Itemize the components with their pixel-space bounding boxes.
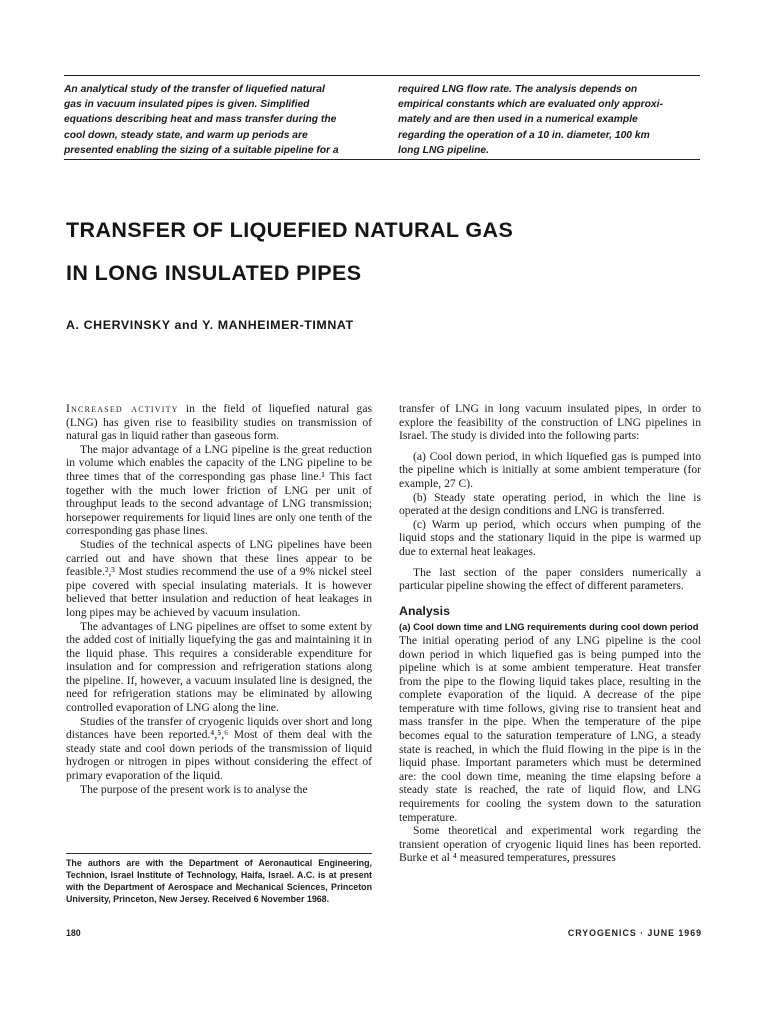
body-paragraph: Some theoretical and experimental work regarding the transient operation of cryogenic liquid lines has been reported. Burke et al ⁴ measured temperatures, pressures [399, 824, 701, 865]
body-paragraph [66, 402, 372, 443]
body-right-column [399, 402, 701, 865]
paper-title-line-1: TRANSFER OF LIQUEFIED NATURAL GAS [66, 218, 514, 242]
abstract-bottom-rule [64, 159, 700, 160]
body-paragraph: The purpose of the present work is to analyse the [80, 782, 308, 796]
body-paragraph: The initial operating period of any LNG pipeline is the cool down period in which liquefied gas is being pumped into the pipeline which is at some ambient temperature. Heat transfer from the pipe to the flowing liquid takes place, resulting in the complete evaporation of the liquid. A decrease of the pipe temperature with time follows, giving rise to transient heat and mass transfer in the pipe. When the temperature of the pipe becomes equal to the saturation temperature of LNG, a steady state is reached, in which the fluid flowing in the pipe is in the liquid phase. Important parameters which must be determined are: the cool down time, meaning the time elapsing before a steady state is reached, the rate of liquid flow, and LNG requirements for cooling the system down to the saturation temperature. [399, 633, 701, 824]
journal-footer: CRYOGENICS · JUNE 1969 [567, 928, 702, 938]
abstract-line: empirical constants which are evaluated only approxi- [398, 99, 663, 111]
body-left-column [66, 402, 372, 796]
body-paragraph: transfer of LNG in long vacuum insulated pipes, in order to explore the feasibility of the construction of LNG pipelines in Israel. The study is divided into the following parts: [399, 402, 701, 443]
list-item-b: (b) Steady state operating period, in which the line is operated at the design conditions and LNG is transferred. [399, 490, 701, 518]
page-number: 180 [66, 928, 81, 938]
author-footnote: The authors are with the Department of Aeronautical Engineering, Technion, Israel Institute of Technology, Haifa, Israel. A.C. is at present with the Department of Aerospace and Mechanical Sciences, Princeton University, Princeton, New Jersey. Received 6 November 1968. [66, 858, 372, 904]
body-paragraph: The advantages of LNG pipelines are offset to some extent by the added cost of initially liquefying the gas and maintaining it in the liquid phase. This requires a considerable expenditure for insulation and for compression and refrigeration stations along the pipeline. If, however, a vacuum insulated line is designed, the need for refrigeration stations may be eliminated by allowing controlled evaporation of LNG along the line. [66, 619, 372, 715]
body-paragraph: The last section of the paper considers numerically a particular pipeline showing the effect of different parameters. [399, 565, 701, 593]
paper-authors: A. CHERVINSKY and Y. MANHEIMER-TIMNAT [66, 318, 354, 332]
list-item-a: (a) Cool down period, in which liquefied gas is pumped into the pipeline which is initially at some ambient temperature (for example, 27 C). [399, 449, 701, 490]
abstract-line: mately and are then used in a numerical example [398, 114, 638, 126]
subsection-heading: (a) Cool down time and LNG requirements during cool down period [399, 621, 699, 633]
abstract-line: required LNG flow rate. The analysis depends on [398, 84, 638, 95]
abstract-line: An analytical study of the transfer of liquefied natural [64, 84, 325, 95]
body-paragraph: Studies of the transfer of cryogenic liquids over short and long distances have been reported.⁴,⁵,⁶ Most of them deal with the steady state and cool down periods of the transmission of liquid hydrogen or nitrogen in pipes without considering the effect of primary evaporation of the liquid. [66, 714, 372, 783]
section-heading: Analysis [399, 603, 450, 618]
abstract-top-rule [64, 75, 700, 76]
abstract-line: long LNG pipeline. [398, 144, 489, 156]
abstract-right-column [398, 82, 700, 158]
footnote-rule [66, 853, 372, 854]
paper-title-line-2: IN LONG INSULATED PIPES [66, 261, 362, 285]
abstract-line: equations describing heat and mass transfer during the [64, 114, 337, 126]
opening-small-caps: Increased activity [66, 402, 179, 415]
body-paragraph: The major advantage of a LNG pipeline is the great reduction in volume which enables the capacity of the LNG pipeline to be three times that of the corresponding gas phase line.¹ This fact together with the much lower friction of LNG per unit of throughput leads to the second advantage of LNG transmission; horsepower requirements for liquid lines are only one tenth of the corresponding gas phase lines. [66, 442, 372, 538]
abstract-line: presented enabling the sizing of a suitable pipeline for a [64, 144, 339, 156]
paragraph-text: in the field of liquefied natural gas (LNG) has given rise to feasibility studies on transmission of natural gas in liquid rather than gaseous form. [66, 402, 372, 443]
abstract-line: regarding the operation of a 10 in. diameter, 100 km [398, 129, 650, 141]
list-item-c: (c) Warm up period, which occurs when pumping of the liquid stops and the stationary liquid in the pipe is warmed up due to external heat leakages. [399, 517, 701, 558]
abstract-line: gas in vacuum insulated pipes is given. Simplified [64, 99, 310, 111]
abstract-left-column [64, 82, 372, 158]
body-paragraph: Studies of the technical aspects of LNG pipelines have been carried out and have shown that these lines appear to be feasible.²,³ Most studies recommend the use of a 9% nickel steel pipe covered with special insulating materials. It is however believed that better insulation and reduction of heat leakages in long pipes may be achieved by vacuum insulation. [66, 537, 372, 619]
abstract-line: cool down, steady state, and warm up periods are [64, 129, 308, 141]
